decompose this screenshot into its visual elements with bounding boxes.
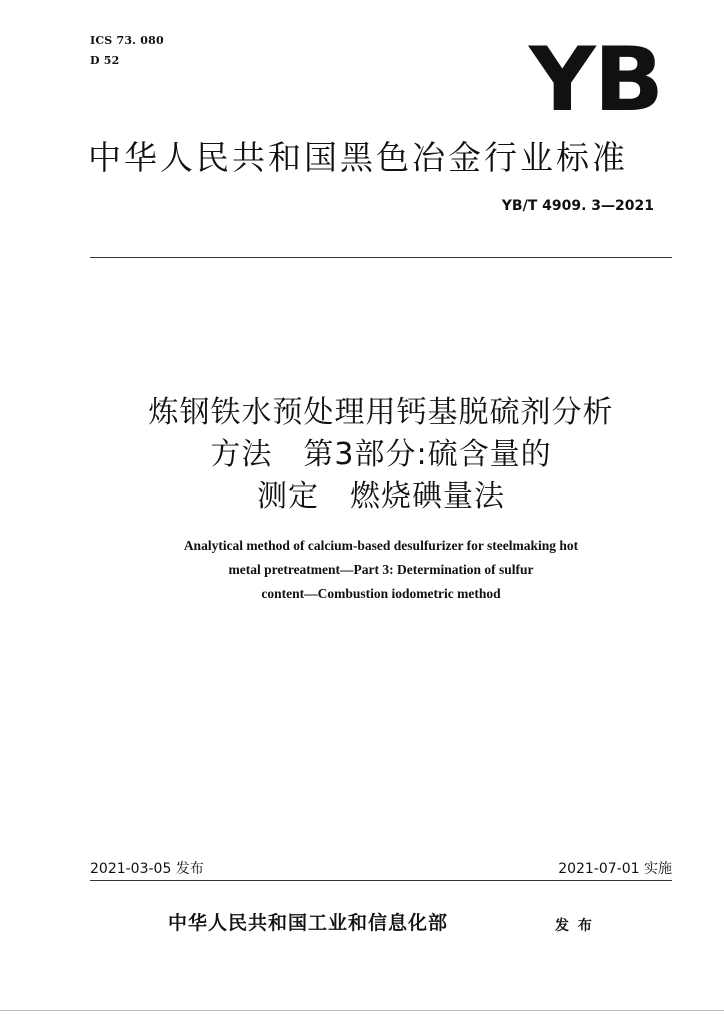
issuing-authority: 中华人民共和国工业和信息化部	[168, 912, 449, 934]
ccs-code: D 52	[90, 54, 120, 67]
yb-logo: YB	[528, 28, 662, 131]
ics-code: ICS 73. 080	[90, 34, 164, 47]
english-title-line-3: content—Combustion iodometric method	[261, 586, 501, 601]
chinese-title-line-1: 炼钢铁水预处理用钙基脱硫剂分析	[148, 395, 614, 430]
chinese-title-line-2: 方法 第3部分:硫含量的	[210, 437, 552, 472]
page-footer-line	[0, 1010, 724, 1011]
top-divider	[90, 257, 672, 258]
issue-date: 2021-03-05 发布	[90, 861, 204, 877]
english-title-line-2: metal pretreatment—Part 3: Determination of sulfur	[228, 562, 534, 577]
english-title-line-1: Analytical method of calcium-based desulfurizer for steelmaking hot	[183, 538, 579, 553]
chinese-title-line-3: 测定 燃烧碘量法	[257, 479, 505, 514]
chinese-title	[90, 392, 672, 518]
bottom-divider	[90, 880, 672, 881]
standard-number: YB/T 4909. 3—2021	[501, 198, 654, 214]
english-title	[90, 534, 672, 606]
implementation-date: 2021-07-01 实施	[558, 861, 672, 877]
standard-type-title: 中华人民共和国黑色冶金行业标准	[88, 138, 628, 177]
issue-verb: 发 布	[555, 918, 594, 934]
